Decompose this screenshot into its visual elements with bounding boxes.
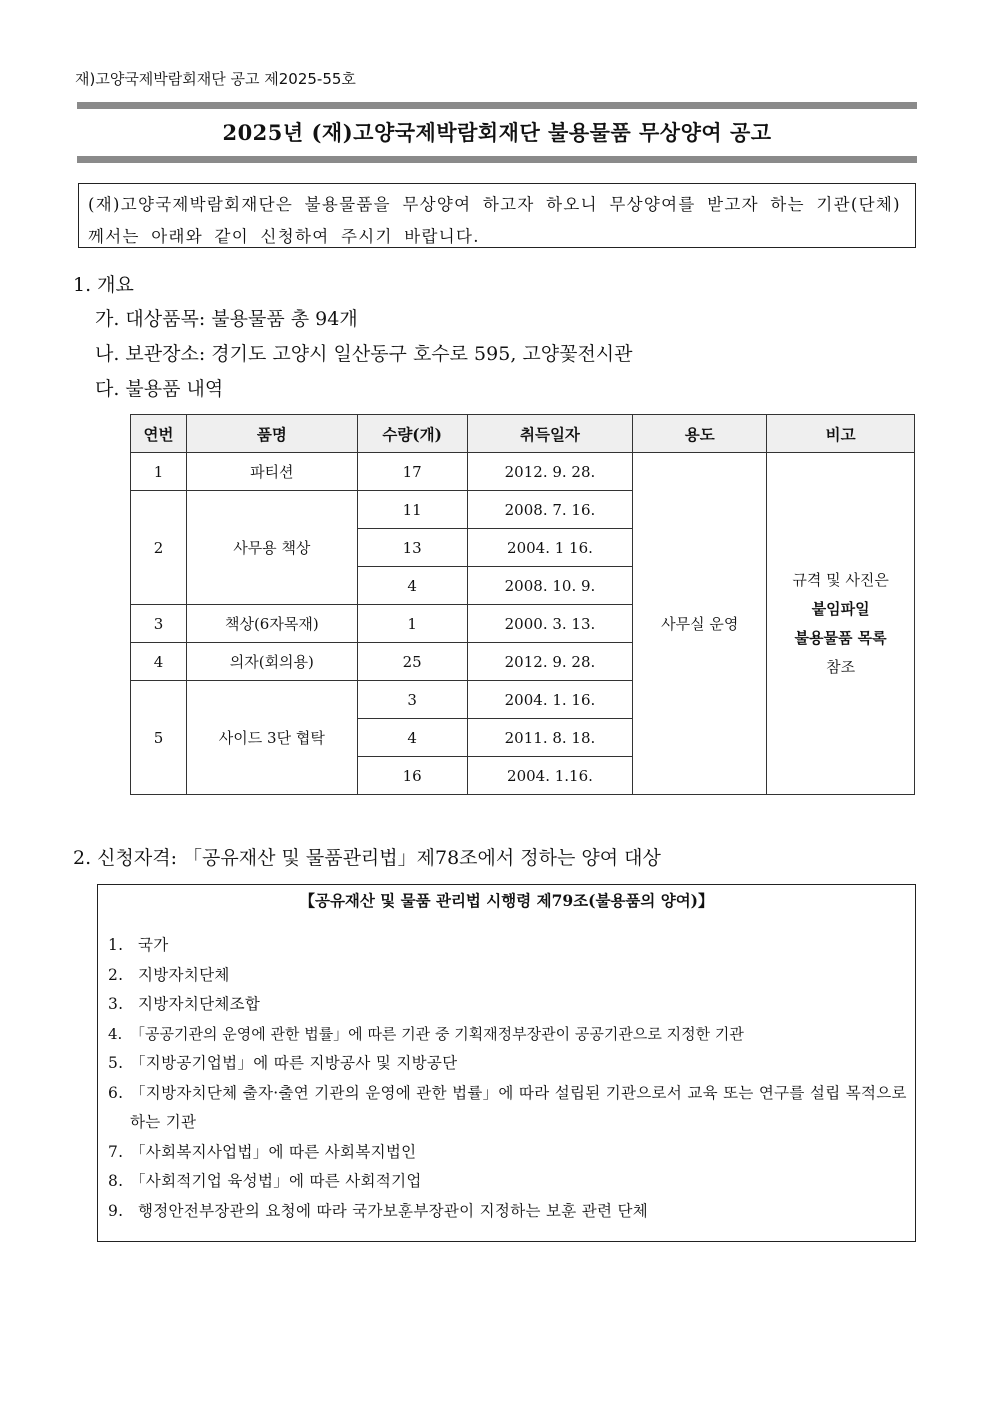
remark-attachment: 붙임파일	[811, 599, 870, 618]
cell-qty: 13	[357, 529, 467, 567]
cell-name: 사이드 3단 협탁	[186, 681, 357, 795]
cell-no: 5	[131, 681, 187, 795]
header-qty: 수량(개)	[357, 415, 467, 453]
cell-date: 2004. 1.16.	[467, 757, 633, 795]
list-item: 3. 지방자치단체조합	[108, 995, 261, 1013]
remark-line-4: 참조	[826, 657, 856, 676]
cell-qty: 25	[357, 643, 467, 681]
list-item: 9. 행정안전부장관의 요청에 따라 국가보훈부장관이 지정하는 보훈 관련 단체	[108, 1201, 649, 1220]
list-item: 4. 「공공기관의 운영에 관한 법률」에 따른 기관 중 기획재정부장관이 공공기관으로 지정한 기관	[108, 1024, 744, 1043]
header-remark: 비고	[767, 415, 915, 453]
law-box-title: 【공유재산 및 물품 관리법 시행령 제79조(불용품의 양여)】	[299, 891, 714, 910]
cell-qty: 1	[357, 605, 467, 643]
law-box	[97, 884, 916, 1242]
cell-date: 2012. 9. 28.	[467, 453, 633, 491]
section-1-heading: 1. 개요	[73, 274, 134, 296]
cell-date: 2012. 9. 28.	[467, 643, 633, 681]
list-item: 8. 「사회적기업 육성법」에 따른 사회적기업	[108, 1172, 422, 1190]
list-item: 1. 국가	[108, 936, 169, 954]
overview-item-location: 나. 보관장소: 경기도 고양시 일산동구 호수로 595, 고양꽃전시관	[95, 343, 633, 365]
table-row	[131, 453, 915, 491]
cell-date: 2008. 7. 16.	[467, 491, 633, 529]
cell-qty: 11	[357, 491, 467, 529]
cell-name: 책상(6자목재)	[186, 605, 357, 643]
cell-no: 3	[131, 605, 187, 643]
cell-name: 의자(회의용)	[186, 643, 357, 681]
list-item: 5. 「지방공기업법」에 따른 지방공사 및 지방공단	[108, 1054, 458, 1072]
cell-no: 2	[131, 491, 187, 605]
cell-no: 4	[131, 643, 187, 681]
page-title: 2025년 (재)고양국제박람회재단 불용물품 무상양여 공고	[222, 120, 772, 145]
overview-item-target: 가. 대상품목: 불용물품 총 94개	[95, 308, 358, 330]
list-item: 6. 「지방자치단체 출자·출연 기관의 운영에 관한 법률」에 따라 설립된 기관으로서 교육 또는 연구를 설립 목적으로 하는 기관	[108, 1083, 907, 1131]
cell-remark	[767, 453, 915, 795]
cell-qty: 3	[357, 681, 467, 719]
header-usage: 용도	[633, 415, 767, 453]
cell-qty: 17	[357, 453, 467, 491]
cell-date: 2000. 3. 13.	[467, 605, 633, 643]
cell-date: 2008. 10. 9.	[467, 567, 633, 605]
remark-list: 불용물품 목록	[794, 628, 887, 647]
title-top-rule	[77, 102, 917, 109]
header-date: 취득일자	[467, 415, 633, 453]
items-table	[130, 414, 915, 795]
list-item: 7. 「사회복지사업법」에 따른 사회복지법인	[108, 1142, 417, 1161]
eligibility-list	[108, 931, 908, 1226]
cell-qty: 4	[357, 567, 467, 605]
list-item: 2. 지방자치단체	[108, 965, 230, 984]
intro-box: (재)고양국제박람회재단은 불용물품을 무상양여 하고자 하오니 무상양여를 받고자 하는 기관(단체)께서는 아래와 같이 신청하여 주시기 바랍니다.	[78, 183, 916, 248]
remark-line-1: 규격 및 사진은	[792, 570, 889, 589]
cell-date: 2004. 1. 16.	[467, 681, 633, 719]
overview-item-detail: 다. 불용품 내역	[95, 378, 224, 400]
table-header-row	[131, 415, 915, 453]
cell-name: 파티션	[186, 453, 357, 491]
header-name: 품명	[186, 415, 357, 453]
cell-qty: 16	[357, 757, 467, 795]
header-no: 연번	[131, 415, 187, 453]
cell-usage: 사무실 운영	[633, 453, 767, 795]
title-bottom-rule	[77, 156, 917, 163]
cell-qty: 4	[357, 719, 467, 757]
cell-no: 1	[131, 453, 187, 491]
cell-name: 사무용 책상	[186, 491, 357, 605]
cell-date: 2004. 1 16.	[467, 529, 633, 567]
cell-date: 2011. 8. 18.	[467, 719, 633, 757]
document-number: 재)고양국제박람회재단 공고 제2025-55호	[75, 70, 356, 88]
section-2-heading: 2. 신청자격: 「공유재산 및 물품관리법」제78조에서 정하는 양여 대상	[73, 847, 661, 869]
